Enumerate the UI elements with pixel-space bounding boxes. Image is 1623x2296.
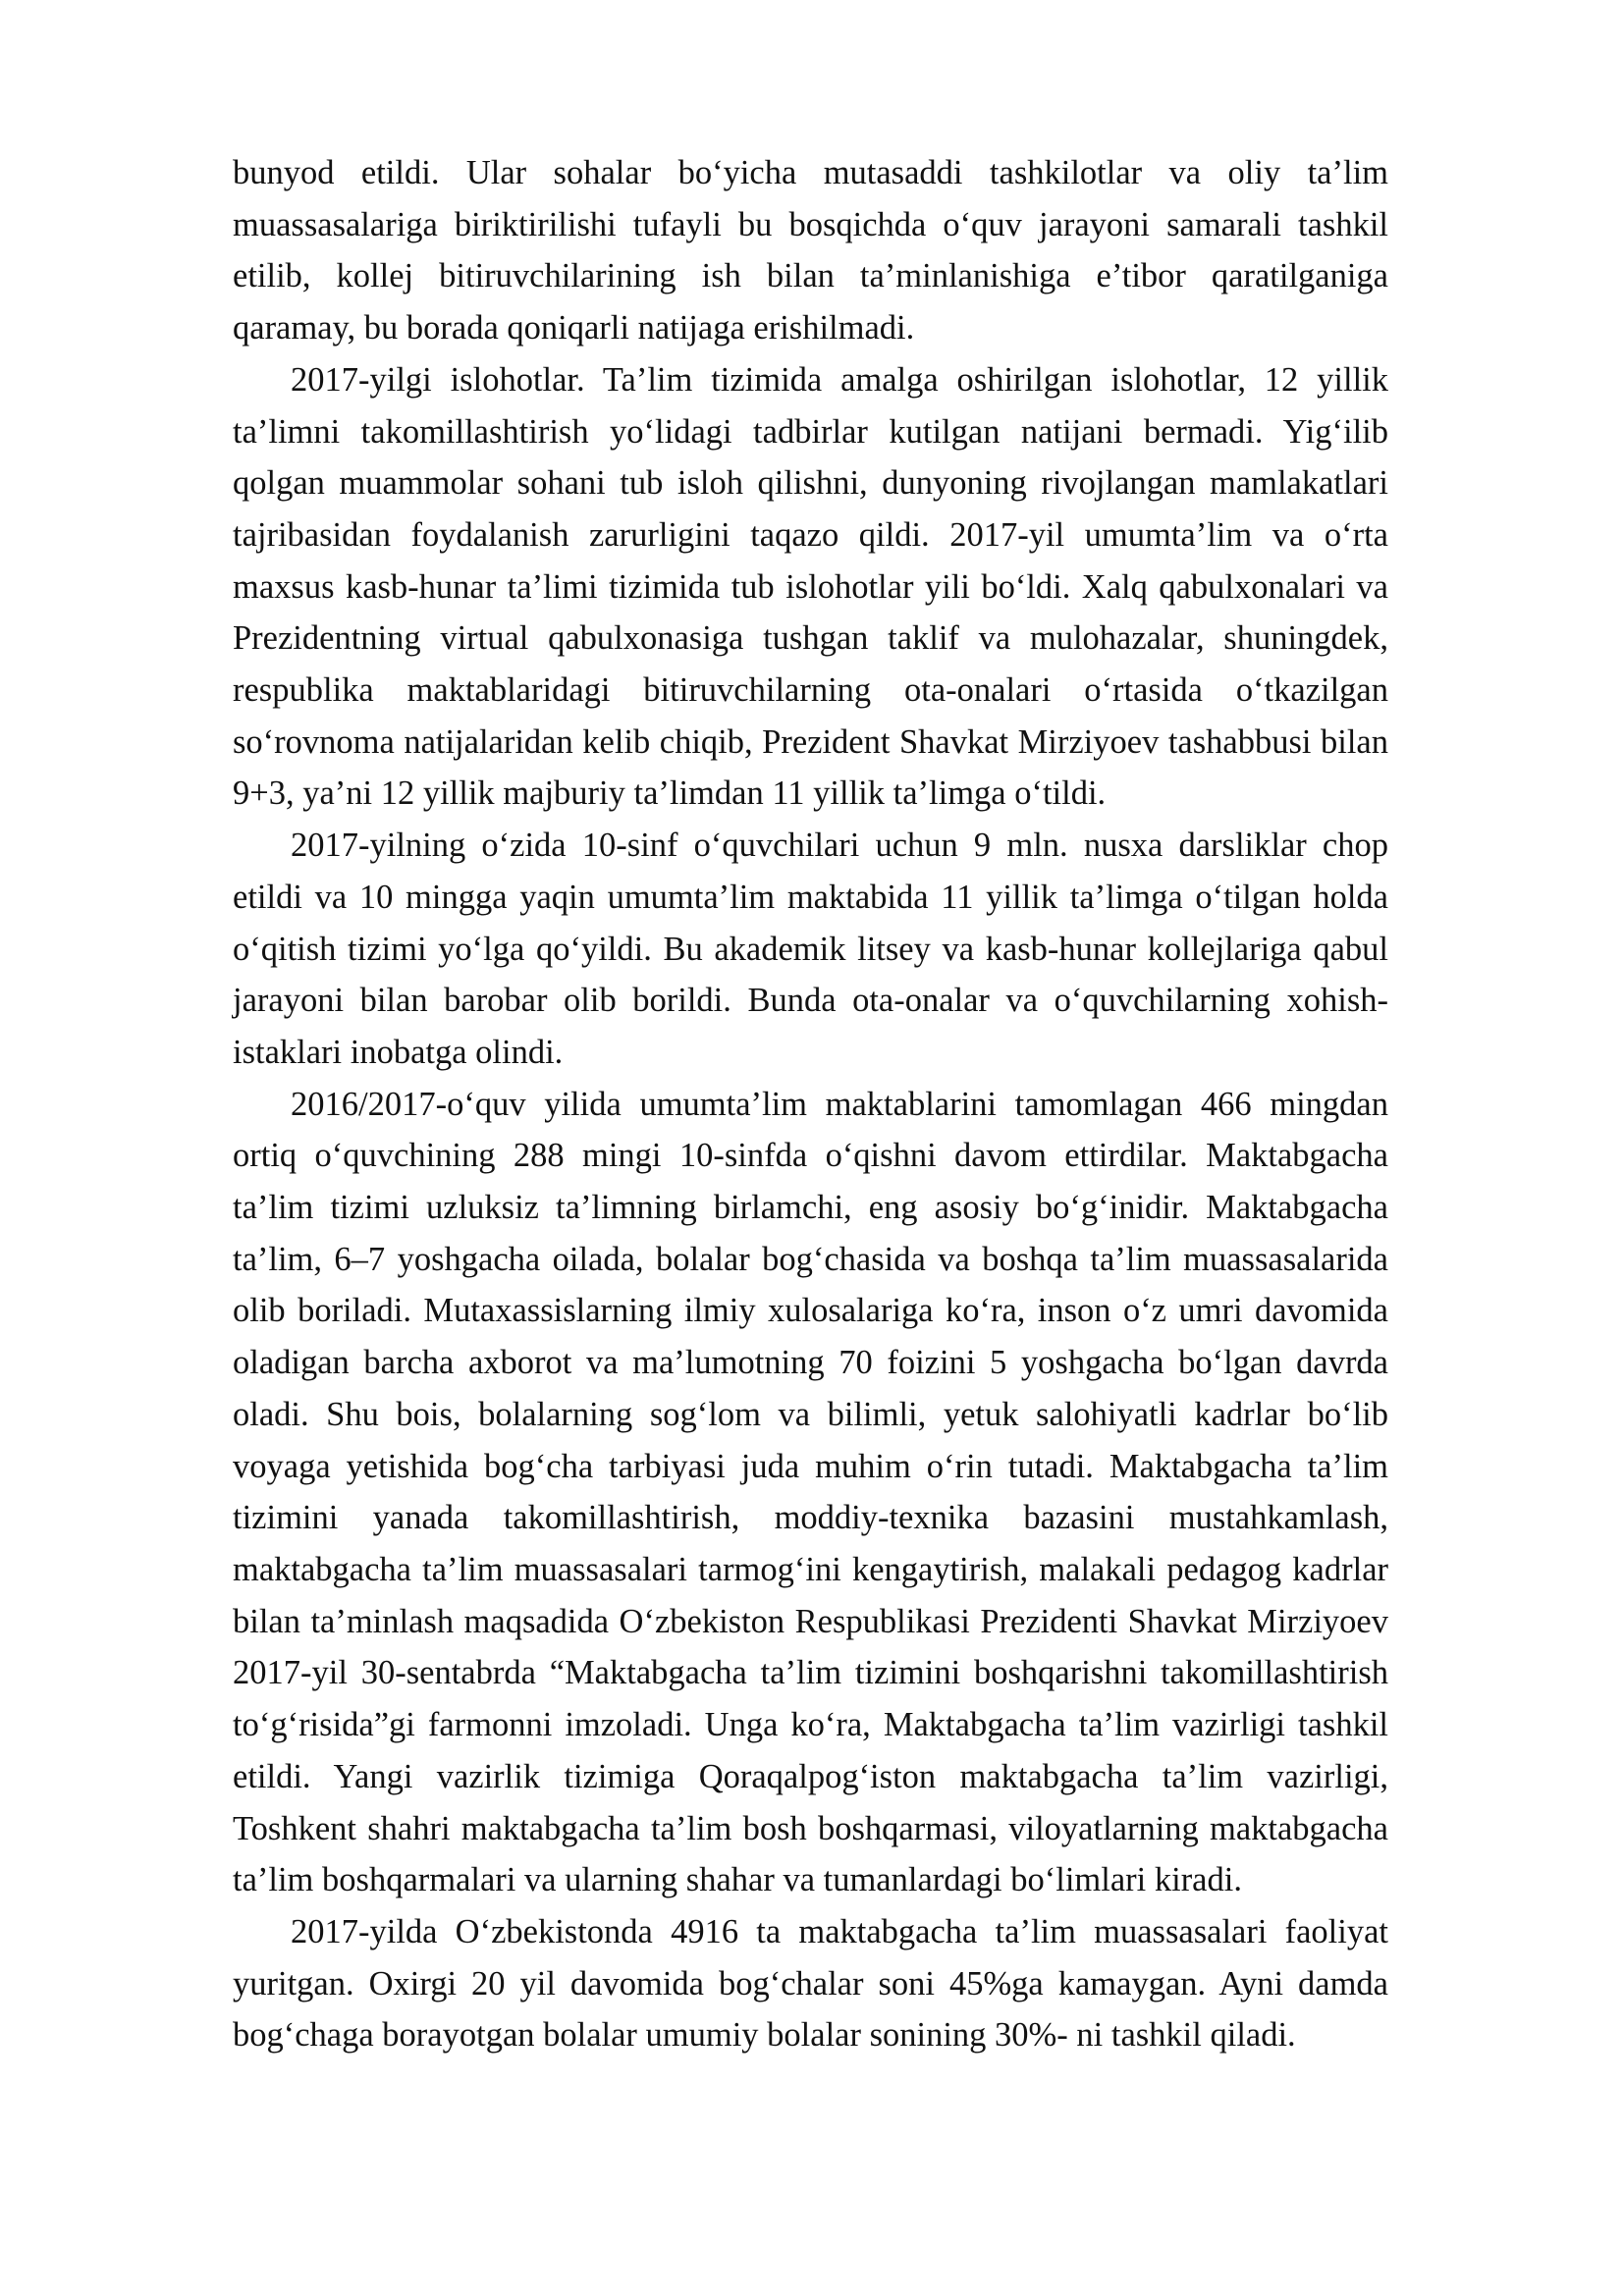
paragraph-textbooks: 2017-yilning o‘zida 10-sinf o‘quvchilari uchun 9 mln. nusxa darsliklar chop etildi va 10 mingga yaqin umumta’lim maktabida 11 yillik ta’limga o‘tilgan holda o‘qitish tizimi yo‘lga qo‘yildi. Bu akademik litsey va kasb-hunar kollejlariga qabul jarayoni bilan barobar olib borildi. Bunda ota-onalar va o‘quvchilarning xohish-istaklari inobatga olindi. (233, 827, 1388, 1071)
paragraph-continuation: bunyod etildi. Ular sohalar bo‘yicha mutasaddi tashkilotlar va oliy ta’lim muassasalariga biriktirilishi tufayli bu bosqichda o‘quv jarayoni samarali tashkil etilib, kollej bitiruvchilarining ish bilan ta’minlanishiga e’tibor qaratilganiga qaramay, bu borada qoniqarli natijaga erishilmadi. (233, 154, 1388, 347)
document-page (233, 147, 1388, 2061)
paragraph-preschool-statistics: 2017-yilda O‘zbekistonda 4916 ta maktabgacha ta’lim muassasalari faoliyat yuritgan. Oxirgi 20 yil davomida bog‘chalar soni 45%ga kamaygan. Ayni damda bog‘chaga borayotgan bolalar umumiy bolalar sonining 30%- ni tashkil qiladi. (233, 1912, 1388, 2055)
paragraph-preschool-education: 2016/2017-o‘quv yilida umumta’lim maktablarini tamomlagan 466 mingdan ortiq o‘quvchining 288 mingi 10-sinfda o‘qishni davom ettirdilar. Maktabgacha ta’lim tizimi uzluksiz ta’limning birlamchi, eng asosiy bo‘g‘inidir. Maktabgacha ta’lim, 6–7 yoshgacha oilada, bolalar bog‘chasida va boshqa ta’lim muassasalarida olib boriladi. Mutaxassislarning ilmiy xulosalariga ko‘ra, inson o‘z umri davomida oladigan barcha axborot va ma’lumotning 70 foizini 5 yoshgacha bo‘lgan davrda oladi. Shu bois, bolalarning sog‘lom va bilimli, yetuk salohiyatli kadrlar bo‘lib voyaga yetishida bog‘cha tarbiyasi juda muhim o‘rin tutadi. Maktabgacha ta’lim tizimini yanada takomillashtirish, moddiy-texnika bazasini mustahkamlash, maktabgacha ta’lim muassasalari tarmog‘ini kengaytirish, malakali pedagog kadrlar bilan ta’minlash maqsadida O‘zbekiston Respublikasi Prezidenti Shavkat Mirziyoev 2017-yil 30-sentabrda “Maktabgacha ta’lim tizimini boshqarishni takomillashtirish to‘g‘risida”gi farmonni imzoladi. Unga ko‘ra, Maktabgacha ta’lim vazirligi tashkil etildi. Yangi vazirlik tizimiga Qoraqalpog‘iston maktabgacha ta’lim vazirligi, Toshkent shahri maktabgacha ta’lim bosh boshqarmasi, viloyatlarning maktabgacha ta’lim boshqarmalari va ularning shahar va tumanlardagi bo‘limlari kiradi. (233, 1085, 1388, 1899)
paragraph-2017-reforms: 2017-yilgi islohotlar. Ta’lim tizimida amalga oshirilgan islohotlar, 12 yillik ta’limni takomillashtirish yo‘lidagi tadbirlar kutilgan natijani bermadi. Yig‘ilib qolgan muammolar sohani tub isloh qilishni, dunyoning rivojlangan mamlakatlari tajribasidan foydalanish zarurligini taqazo qildi. 2017-yil umumta’lim va o‘rta maxsus kasb-hunar ta’limi tizimida tub islohotlar yili bo‘ldi. Xalq qabulxonalari va Prezidentning virtual qabulxonasiga tushgan taklif va mulohazalar, shuningdek, respublika maktablaridagi bitiruvchilarning ota-onalari o‘rtasida o‘tkazilgan so‘rovnoma natijalaridan kelib chiqib, Prezident Shavkat Mirziyoev tashabbusi bilan 9+3, ya’ni 12 yillik majburiy ta’limdan 11 yillik ta’limga o‘tildi. (233, 360, 1388, 813)
